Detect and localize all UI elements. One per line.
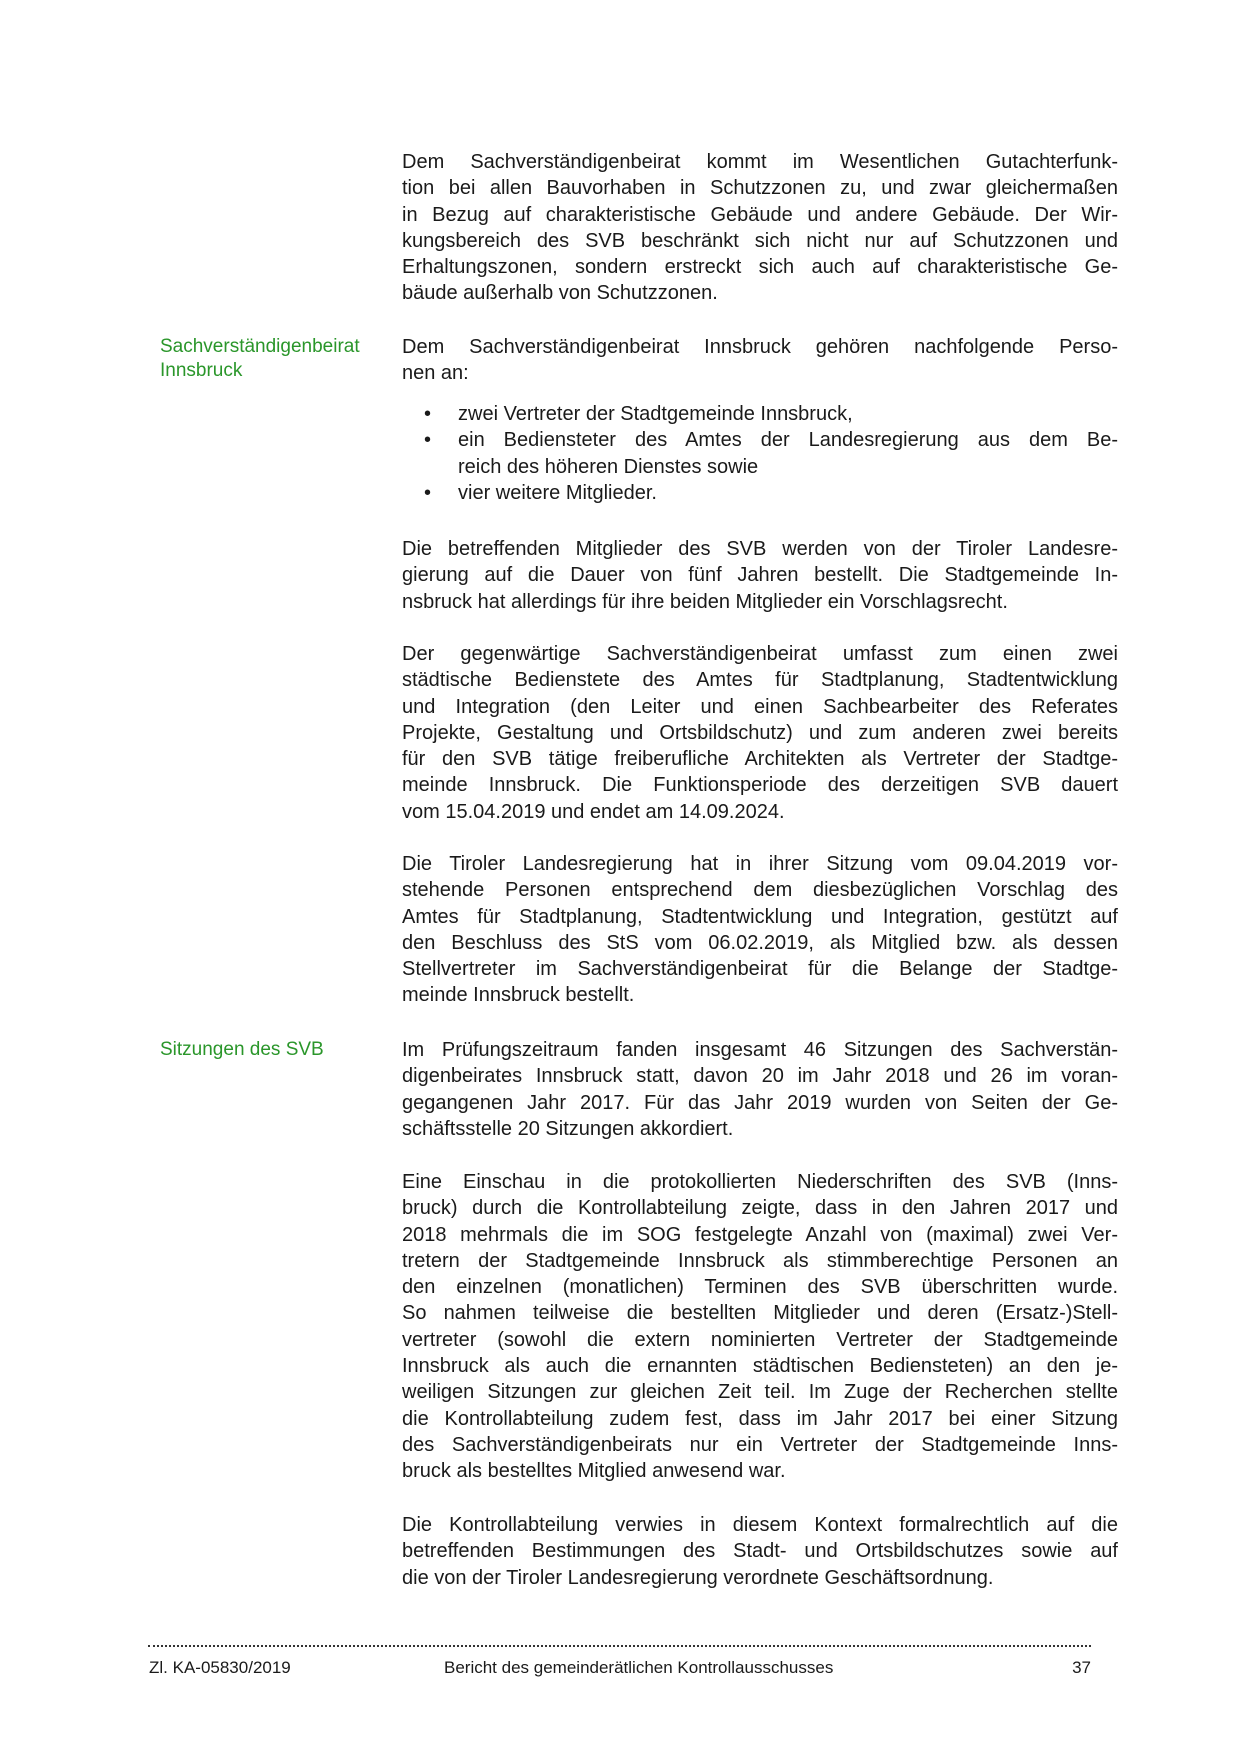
text-line: bäude außerhalb von Schutzzonen. (402, 282, 718, 305)
text-line: Im Prüfungszeitraum fanden insgesamt 46 Sitzungen des Sachverstän- (402, 1039, 1118, 1061)
text-line: stehende Personen entsprechend dem diesbezüglichen Vorschlag des (402, 879, 1118, 902)
text-line: reich des höheren Dienstes sowie (458, 455, 759, 478)
text-line: gierung auf die Dauer von fünf Jahren bestellt. Die Stadtgemeinde In- (402, 564, 1118, 587)
text-line: meinde Innsbruck bestellt. (402, 984, 635, 1007)
text-line: Stellvertreter im Sachverständigenbeirat für die Belange der Stadtge- (402, 958, 1118, 981)
text-line: gegangenen Jahr 2017. Für das Jahr 2019 wurden von Seiten der Ge- (402, 1091, 1118, 1114)
bullet-icon: • (424, 429, 432, 452)
text-line: vom 15.04.2019 und endet am 14.09.2024. (402, 800, 785, 823)
footer-reference: Zl. KA-05830/2019 (149, 1658, 291, 1677)
text-line: Der gegenwärtige Sachverständigenbeirat umfasst zum einen zwei (402, 643, 1118, 665)
text-line: vertreter (sowohl die extern nominierten Vertreter der Stadtgemeinde (402, 1328, 1118, 1351)
text-line: und Integration (den Leiter und einen Sachbearbeiter des Referates (402, 695, 1118, 718)
text-line: des Sachverständigenbeirats nur ein Vertreter der Stadtgemeinde Inns- (402, 1433, 1118, 1456)
paragraph-sessions (402, 1037, 1118, 1142)
footer-divider (148, 1645, 1091, 1647)
text-line: weiligen Sitzungen zur gleichen Zeit teil. Im Zuge der Recherchen stellte (402, 1381, 1118, 1404)
page-number: 37 (1072, 1658, 1091, 1677)
text-line: 2018 mehrmals die im SOG festgelegte Anzahl von (maximal) zwei Ver- (402, 1223, 1118, 1246)
text-line: Dem Sachverständigenbeirat Innsbruck gehören nachfolgende Perso- (402, 336, 1118, 358)
text-line: Dem Sachverständigenbeirat kommt im Wesentlichen Gutachterfunk- (402, 151, 1118, 173)
list-item (402, 401, 1118, 427)
text-line: für den SVB tätige freiberufliche Architekten als Vertreter der Stadtge- (402, 748, 1118, 771)
paragraph-conclusion (402, 1512, 1118, 1591)
side-label-svb-innsbruck (160, 335, 360, 383)
paragraph-appointment (402, 536, 1118, 615)
text-line: zwei Vertreter der Stadtgemeinde Innsbruck, (458, 403, 853, 425)
bullet-icon: • (424, 403, 432, 425)
text-line: den Beschluss des StS vom 06.02.2019, als Mitglied bzw. als dessen (402, 931, 1118, 954)
text-line: ein Bediensteter des Amtes der Landesregierung aus dem Be- (458, 429, 1118, 452)
text-line: vier weitere Mitglieder. (458, 481, 657, 504)
side-label-line: Innsbruck (160, 360, 243, 381)
paragraph-inspection (402, 1169, 1118, 1485)
text-line: bruck als bestelltes Mitglied anwesend war. (402, 1460, 786, 1483)
text-line: Innsbruck als auch die ernannten städtischen Bediensteten) an den je- (402, 1355, 1118, 1378)
list-item (402, 480, 1118, 506)
side-label-line: Sachverständigenbeirat (160, 336, 360, 357)
text-line: Die Kontrollabteilung verwies in diesem Kontext formalrechtlich auf die (402, 1514, 1118, 1536)
bullet-icon: • (424, 481, 432, 504)
side-label-sitzungen: Sitzungen des SVB (160, 1039, 324, 1060)
text-line: digenbeirates Innsbruck statt, davon 20 im Jahr 2018 und 26 im voran- (402, 1065, 1118, 1088)
text-line: Projekte, Gestaltung und Ortsbildschutz) und zum anderen zwei bereits (402, 721, 1118, 744)
member-list (402, 401, 1118, 506)
paragraph-members (402, 334, 1118, 387)
text-line: tretern der Stadtgemeinde Innsbruck als stimmberechtige Personen an (402, 1249, 1118, 1272)
footer-title: Bericht des gemeinderätlichen Kontrollausschusses (444, 1658, 834, 1677)
text-line: bruck) durch die Kontrollabteilung zeigte, dass in den Jahren 2017 und (402, 1197, 1118, 1220)
text-line: städtische Bedienstete des Amtes für Stadtplanung, Stadtentwicklung (402, 669, 1118, 692)
text-line: meinde Innsbruck. Die Funktionsperiode des derzeitigen SVB dauert (402, 774, 1118, 797)
text-line: Die Tiroler Landesregierung hat in ihrer Sitzung vom 09.04.2019 vor- (402, 853, 1118, 875)
text-line: kungsbereich des SVB beschränkt sich nicht nur auf Schutzzonen und (402, 229, 1118, 252)
list-item (402, 427, 1118, 480)
text-line: So nahmen teilweise die bestellten Mitglieder und deren (Ersatz-)Stell- (402, 1302, 1118, 1325)
paragraph-current-board (402, 641, 1118, 825)
text-line: Eine Einschau in die protokollierten Niederschriften des SVB (Inns- (402, 1171, 1118, 1193)
text-line: die von der Tiroler Landesregierung verordnete Geschäftsordnung. (402, 1566, 994, 1589)
text-line: Die betreffenden Mitglieder des SVB werden von der Tiroler Landesre- (402, 538, 1118, 560)
text-line: tion bei allen Bauvorhaben in Schutzzonen zu, und zwar gleichermaßen (402, 177, 1118, 200)
text-line: betreffenden Bestimmungen des Stadt- und Ortsbildschutzes sowie auf (402, 1540, 1118, 1563)
text-line: in Bezug auf charakteristische Gebäude und andere Gebäude. Der Wir- (402, 203, 1118, 226)
paragraph-intro (402, 149, 1118, 307)
paragraph-government-decision (402, 851, 1118, 1009)
text-line: die Kontrollabteilung zudem fest, dass im Jahr 2017 bei einer Sitzung (402, 1407, 1118, 1430)
text-line: den einzelnen (monatlichen) Terminen des SVB überschritten wurde. (402, 1276, 1118, 1299)
text-line: schäftsstelle 20 Sitzungen akkordiert. (402, 1117, 734, 1140)
text-line: nen an: (402, 362, 469, 385)
text-line: Erhaltungszonen, sondern erstreckt sich auch auf charakteristische Ge- (402, 256, 1118, 279)
text-line: nsbruck hat allerdings für ihre beiden Mitglieder ein Vorschlagsrecht. (402, 590, 1008, 613)
text-line: Amtes für Stadtplanung, Stadtentwicklung und Integration, gestützt auf (402, 905, 1118, 928)
